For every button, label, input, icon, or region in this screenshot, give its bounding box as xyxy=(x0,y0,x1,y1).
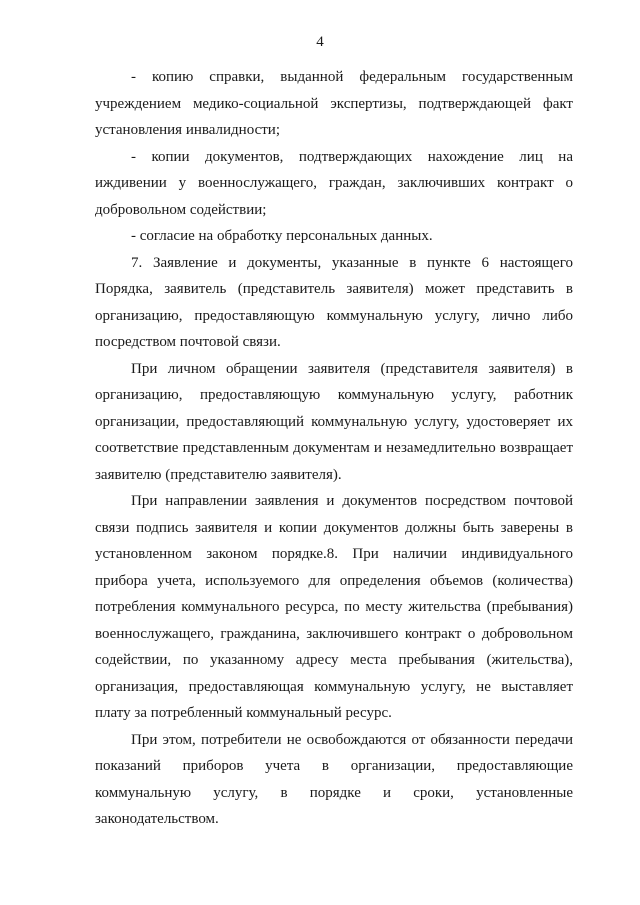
paragraph-disability-certificate: - копию справки, выданной федеральным государственным учреждением медико-социальной экспертизы, подтверждающей факт установления инвалидности; xyxy=(95,69,573,138)
page-number: 4 xyxy=(316,34,324,50)
paragraph-item-7: 7. Заявление и документы, указанные в пункте 6 настоящего Порядка, заявитель (представитель заявителя) может представить в организацию, предоставляющую коммунальную услугу, лично либо посредством почтовой связи. xyxy=(95,254,573,350)
paragraph-dependents-documents: - копии документов, подтверждающих нахождение лиц на иждивении у военнослужащего, граждан, заключивших контракт о добровольном содействии; xyxy=(95,148,573,218)
paragraph-personal-data-consent: - согласие на обработку персональных данных. xyxy=(131,228,433,244)
paragraph-postal-and-item-8: При направлении заявления и документов посредством почтовой связи подпись заявителя и копии документов должны быть заверены в установленном законом порядке.8. При наличии индивидуального прибора учета, используемого для определения объемов (количества) потребления коммунального ресурса, по месту жительства (пребывания) военнослужащего, гражданина, заключившего контракт о добровольном содействии, по указанному адресу места пребывания (жительства), организация, предоставляющая коммунальную услугу, не выставляет плату за потребленный коммунальный ресурс. xyxy=(95,493,573,721)
paragraph-personal-visit: При личном обращении заявителя (представителя заявителя) в организацию, предоставляющую коммунальную услугу, работник организации, предоставляющий коммунальную услугу, удостоверяет их соответствие представленным документам и незамедлительно возвращает заявителю (представителю заявителя). xyxy=(95,360,573,483)
document-body xyxy=(95,64,573,833)
paragraph-meter-readings: При этом, потребители не освобождаются от обязанности передачи показаний приборов учета в организации, предоставляющие коммунальную услугу, в порядке и сроки, установленные законодательством. xyxy=(95,731,573,827)
